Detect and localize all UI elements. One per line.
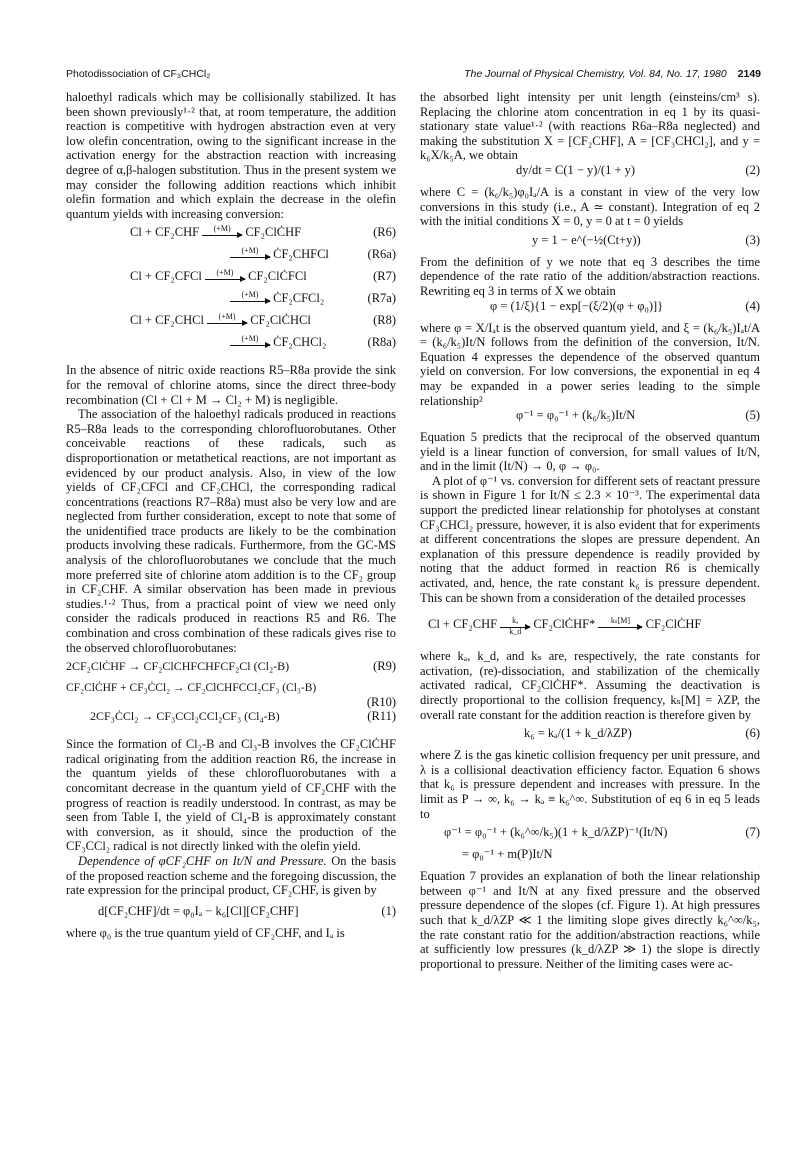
equation-7-continued: = φ₀⁻¹ + m(P)It/N <box>462 847 553 862</box>
paragraph: In the absence of nitric oxide reactions R5–R8a provide the sink for the removal of chlorine atoms, since the direct three-body recombination (Cl + Cl + M → Cl₂ + M) is negligible. <box>66 363 396 407</box>
paragraph: where C = (k₆/k₅)φ₀Iₐ/A is a constant in view of the very low conversions in this study (i.e., A ≃ constant). Integration of eq 2 with the initial conditions X = 0, y = 0 at t = 0 yields <box>420 184 760 229</box>
reaction-rhs: ĊF₂CFCl₂ <box>273 291 325 306</box>
reaction-lhs: Cl + CF₂CFCl <box>130 269 202 284</box>
paragraph: The association of the haloethyl radicals produced in reactions R5–R8a leads to the corresponding chlorofluorobutanes. Other conceivable reactions of these radicals, such as disproportionation or metathetical reactions, are not important as evidenced by our product analysis. Also, in view of the low yields of CF₂CFCl and CF₂CHCl, the corresponding radical concentrations (reactions R7–R8a) must also be very low and are neglected from further consideration, except to note that some of the unidentified trace products are likely to be the combination products involving these radicals. Furthermore, from the GC-MS analysis of the chlorofluorobutanes we conclude that the much more preferred site of chlorine atom addition is to the CF₂ group in CF₂CHF. A similar observation has been made in previous studies.¹·² Thus, from a practical point of view we need only consider the radicals produced in reactions R5 and R6. The combination and cross combination of these radicals gives rise to the observed chlorofluorobutanes: <box>66 407 396 655</box>
paragraph: A plot of φ⁻¹ vs. conversion for different sets of reactant pressure is shown in Figure 1 for It/N ≤ 2.3 × 10⁻³. The experimental data support the predicted linear relationship for photolyses at constant CF₃CHCl₂ pressure, however, it is also evident that for experiments at different concentrations the slopes are pressure dependent. An explanation of this pressure dependence is readily provided by noting that the adduct formed in reaction R6 is chemically activated, and, hence, the rate constant k₆ is pressure dependent. This can be shown from a consideration of the detailed processes <box>420 473 760 605</box>
reaction-tag: (R7a) <box>367 291 396 306</box>
running-title: Photodissociation of CF₃CHCl₂ <box>66 68 211 80</box>
paragraph: From the definition of y we note that eq 3 describes the time dependence of the rate ratio of the addition/abstraction reactions. Rewriting eq 3 in terms of X we obtain <box>420 254 760 298</box>
reaction-arrow: (+M) <box>230 253 270 258</box>
right-column <box>420 90 760 971</box>
equation-5: φ⁻¹ = φ₀⁻¹ + (k₆/k₅)It/N (5) <box>516 408 760 423</box>
page-number: 2149 <box>737 68 761 80</box>
paragraph: Equation 5 predicts that the reciprocal of the observed quantum yield is a linear function of conversion, for small values of It/N, and in the limit (It/N) → 0, φ → φ₀. <box>420 430 760 474</box>
reaction-lhs: Cl + CF₂CHF <box>130 225 200 240</box>
paragraph: where φ₀ is the true quantum yield of CF₂CHF, and Iₐ is <box>66 925 345 940</box>
reaction-rhs: CF₂ClĊFCl <box>248 269 307 284</box>
paragraph: Dependence of φCF₂CHF on It/N and Pressure. On the basis of the proposed reaction scheme and the foregoing discussion, the rate expression for the principal product, CF₂CHF, is given by <box>66 853 396 898</box>
paragraph: the absorbed light intensity per unit length (einsteins/cm³ s). Replacing the chlorine atom concentration in eq 1 by its quasi-stationary state value¹·² (with reactions R6a–R8a neglected) and making the substitution X = [CF₂CHF], A = [CF₃CHCl₂], and y = k₆X/k₅A, we obtain <box>420 90 760 163</box>
reaction-arrow: (+M) <box>205 275 245 280</box>
left-column <box>66 90 396 940</box>
reaction-tag: (R6) <box>373 225 396 240</box>
combination-reactions <box>66 659 396 731</box>
reaction-rhs: CF₂ClĊHCl <box>250 313 311 328</box>
activation-mechanism: Cl + CF₂CHF $\frac{\text{kₐ}}{k\_d}$ CF₂ClĊHF* kₛ[M] CF₂ClĊHF <box>428 615 702 637</box>
reaction-rhs: ĊF₂CHCl₂ <box>273 335 327 350</box>
reaction-arrow: (+M) <box>207 319 247 324</box>
equilibrium-arrow: $\frac{\text{kₐ}}{k\_d}$ <box>500 623 530 628</box>
paragraph: Equation 7 provides an explanation of both the linear relationship between φ⁻¹ and It/N at any fixed pressure and the observed pressure dependence of the slopes (cf. Figure 1). At high pressures such that k_d/λZP ≪ 1 the limiting slope gives directly k₆^∞/k₅, the rate constant ratio for the addition/abstraction reactions, while at sufficiently low pressures (k_d/λZP ≫ 1) the slope is directly proportional to pressure. Neither of the limiting cases were ac- <box>420 869 760 971</box>
reaction-arrow: (+M) <box>230 297 270 302</box>
journal-citation <box>464 68 761 80</box>
stabilization-arrow: kₛ[M] <box>598 623 642 628</box>
reaction-arrow: (+M) <box>230 341 270 346</box>
reaction-tag: (R8a) <box>367 335 396 350</box>
paragraph: haloethyl radicals which may be collisionally stabilized. It has been shown previously¹·² that, at room temperature, the addition reaction is competitive with hydrogen abstraction even at very low olefin concentration, owing to the significant increase in the activation energy for the abstraction reaction with increasing degree of α,β-halogen substitution. Thus in the present system we may consider the following addition reactions which inhibit olefin formation and which explain the decrease in the olefin quantum yields with increasing conversion: <box>66 90 396 221</box>
equation-6: k₆ = kₐ/(1 + k_d/λZP) (6) <box>524 726 760 741</box>
equation-3: y = 1 − e^(−½(Ct+y)) (3) <box>532 232 760 247</box>
paragraph: where φ = X/Iₐt is the observed quantum yield, and ξ = (k₆/k₅)Iₐt/A = (k₆/k₅)It/N follows from the definition of the conversion, It/N. Equation 4 expresses the dependence of the observed quantum yield on conversion. For low conversions, the exponential in eq 4 may be expanded in a power series leading to the simple relationship² <box>420 320 760 408</box>
paragraph: where kₐ, k_d, and kₛ are, respectively, the rate constants for activation, (re)-dissociation, and stabilization of the chemically activated radical, CF₂ClĊHF*. Assuming the deactivation is directly proportional to the collision frequency, kₛ[M] = λZP, the overall rate constant for the addition reaction is therefore given by <box>420 649 760 722</box>
reaction-rhs: ĊF₂CHFCl <box>273 247 329 262</box>
reaction-rhs: CF₂ClĊHF <box>245 225 302 240</box>
equation-4: φ = (1/ξ){1 − exp[−(ξ/2)(φ + φ₀)]} (4) <box>490 298 760 313</box>
paragraph: Since the formation of Cl₂-B and Cl₃-B involves the CF₂ClĊHF radical originating from the addition reaction R6, the increase in the quantum yields of these chlorofluorobutanes with a concomitant decrease in the quantum yield of CF₂CHF with the progress of reaction is readily understood. In contrast, as may be seen from Table I, the yield of Cl₄-B is approximately constant with conversion, as it should, since the production of the CF₃CCl₂ radical is not directly linked with the olefin yield. <box>66 737 396 854</box>
section-heading: Dependence of φCF₂CHF on It/N and Pressure. <box>78 853 327 868</box>
equation-1: d[CF₂CHF]/dt = φ₀Iₐ − k₆[Cl][CF₂CHF] (1) <box>98 903 396 918</box>
page-header <box>66 68 761 84</box>
reaction-r11: 2CF₃ĊCl₂ → CF₃CCl₂CCl₂CF₃ (Cl₄-B) (R11) <box>90 709 396 724</box>
journal-name: The Journal of Physical Chemistry, Vol. 84, No. 17, 1980 <box>464 68 727 80</box>
addition-reactions <box>66 225 396 357</box>
reaction-r10: CF₂ClĊHF + CF₃ĊCl₂ → CF₂ClCHFCCl₂CF₃ (Cl₃-B) (R10) <box>66 682 396 710</box>
reaction-tag: (R8) <box>373 313 396 328</box>
reaction-tag: (R7) <box>373 269 396 284</box>
reaction-arrow: (+M) <box>202 231 242 236</box>
equation-2: dy/dt = C(1 − y)/(1 + y) (2) <box>516 162 760 177</box>
reaction-lhs: Cl + CF₂CHCl <box>130 313 204 328</box>
reaction-tag: (R6a) <box>367 247 396 262</box>
reaction-r9: 2CF₂ClĊHF → CF₂ClCHFCHFCF₂Cl (Cl₂-B) (R9) <box>66 659 396 674</box>
reaction-r8a <box>66 335 396 357</box>
equation-7: φ⁻¹ = φ₀⁻¹ + (k₆^∞/k₅)(1 + k_d/λZP)⁻¹(It/N) (7) <box>444 825 760 840</box>
paragraph: where Z is the gas kinetic collision frequency per unit pressure, and λ is a collisional deactivation efficiency factor. Equation 6 shows that k₆ is pressure dependent and increases with pressure. In the limit as P → ∞, k₆ → kₐ ≡ k₆^∞. Substitution of eq 6 in eq 5 leads to <box>420 748 760 821</box>
